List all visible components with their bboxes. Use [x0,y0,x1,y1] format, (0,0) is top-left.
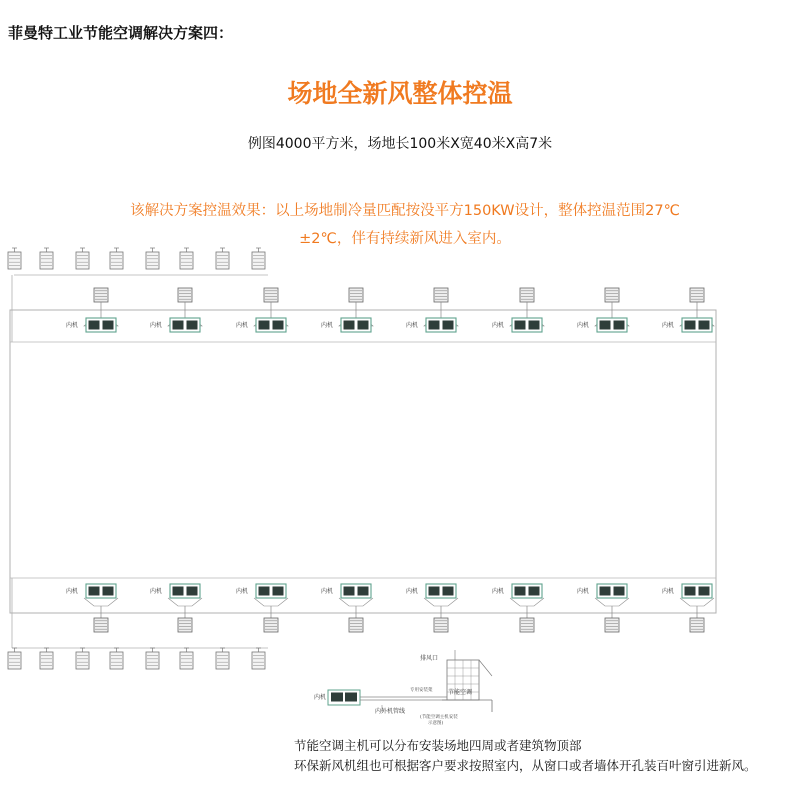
effect-line-2: ±2℃，伴有持续新风进入室内。 [299,231,511,247]
fresh-air-fan-top-5 [434,288,448,302]
indoor-unit-bottom-1 [66,584,116,598]
indoor-unit-bottom-8 [662,584,712,598]
indoor-unit-bottom-3 [236,584,286,598]
indoor-unit-label: 内机 [66,588,79,595]
footer-line-2: 环保新风机组也可根据客户要求按照室内，从窗口或者墙体开孔装百叶窗引进新风。 [294,758,757,773]
outdoor-host-top-1 [8,248,21,269]
fresh-air-fan-bottom-1 [94,618,108,632]
indoor-unit-top-1 [66,318,116,332]
fresh-air-fan-bottom-4 [349,618,363,632]
indoor-unit-label: 内机 [321,588,334,595]
outdoor-host-top-7 [216,248,229,269]
indoor-unit-bottom-5 [406,584,456,598]
diagram-title: 场地全新风整体控温 [287,79,513,108]
indoor-unit-label: 内机 [150,322,163,329]
indoor-unit-label: 内机 [492,322,505,329]
indoor-unit-label: 内机 [662,588,675,595]
indoor-unit-top-5 [406,318,456,332]
fresh-air-fan-bottom-2 [178,618,192,632]
indoor-unit-label: 内机 [577,322,590,329]
footer-notes [294,736,757,776]
fresh-air-fan-top-1 [94,288,108,302]
fresh-air-fan-bottom-5 [434,618,448,632]
indoor-unit-label: 内机 [66,322,79,329]
outdoor-host-bottom-5 [146,648,159,669]
detail-brand-label: 节能空调 [448,689,473,696]
indoor-unit-bottom-7 [577,584,627,598]
detail-pipe-label: 内外机管线 [375,708,406,715]
indoor-unit-label: 内机 [150,588,163,595]
indoor-unit-label: 内机 [406,322,419,329]
indoor-unit-top-6 [492,318,542,332]
fresh-air-fan-top-7 [605,288,619,302]
detail-host-note-2: 示意图) [428,721,444,726]
fresh-air-fan-top-3 [264,288,278,302]
fresh-air-fan-top-2 [178,288,192,302]
indoor-unit-label: 内机 [406,588,419,595]
indoor-unit-label: 内机 [577,588,590,595]
site-dimensions: 例图4000平方米，场地长100米X宽40米X高7米 [247,136,553,152]
outdoor-host-top-4 [110,248,123,269]
outdoor-host-bottom-8 [252,648,265,669]
fresh-air-fan-bottom-8 [690,618,704,632]
indoor-unit-bottom-4 [321,584,371,598]
outdoor-host-top-5 [146,248,159,269]
effect-line-1: 该解决方案控温效果：以上场地制冷量匹配按没平方150KW设计，整体控温范围27℃ [130,203,680,219]
outdoor-host-top-8 [252,248,265,269]
footer-line-1: 节能空调主机可以分布安装场地四周或者建筑物顶部 [294,738,582,753]
outdoor-host-bottom-7 [216,648,229,669]
outdoor-host-bottom-1 [8,648,21,669]
indoor-unit-label: 内机 [492,588,505,595]
indoor-unit-top-2 [150,318,200,332]
outdoor-host-top-3 [76,248,89,269]
detail-host-note-1: (节能空调主机安装 [420,715,458,720]
indoor-unit-top-3 [236,318,286,332]
detail-install-label: 专用安装架 [410,688,433,693]
fresh-air-fan-bottom-3 [264,618,278,632]
outdoor-host-bottom-6 [180,648,193,669]
indoor-unit-top-7 [577,318,627,332]
indoor-unit-label: 内机 [321,322,334,329]
fresh-air-fan-top-8 [690,288,704,302]
outdoor-host-bottom-2 [40,648,53,669]
detail-exhaust-label: 排风口 [420,655,439,662]
indoor-unit-label: 内机 [236,322,249,329]
page-heading: 菲曼特工业节能空调解决方案四： [8,24,234,42]
indoor-unit-top-4 [321,318,371,332]
installation-detail [314,650,492,726]
indoor-unit-top-8 [662,318,712,332]
outdoor-host-top-2 [40,248,53,269]
detail-indoor-label: 内机 [314,694,327,701]
indoor-unit-bottom-6 [492,584,542,598]
indoor-unit-label: 内机 [662,322,675,329]
hall-outline [10,310,716,613]
outdoor-host-bottom-3 [76,648,89,669]
indoor-unit-label: 内机 [236,588,249,595]
fresh-air-fan-top-4 [349,288,363,302]
fresh-air-fan-bottom-6 [520,618,534,632]
outdoor-host-bottom-4 [110,648,123,669]
outdoor-host-top-6 [180,248,193,269]
indoor-unit-bottom-2 [150,584,200,598]
fresh-air-fan-bottom-7 [605,618,619,632]
fresh-air-fan-top-6 [520,288,534,302]
